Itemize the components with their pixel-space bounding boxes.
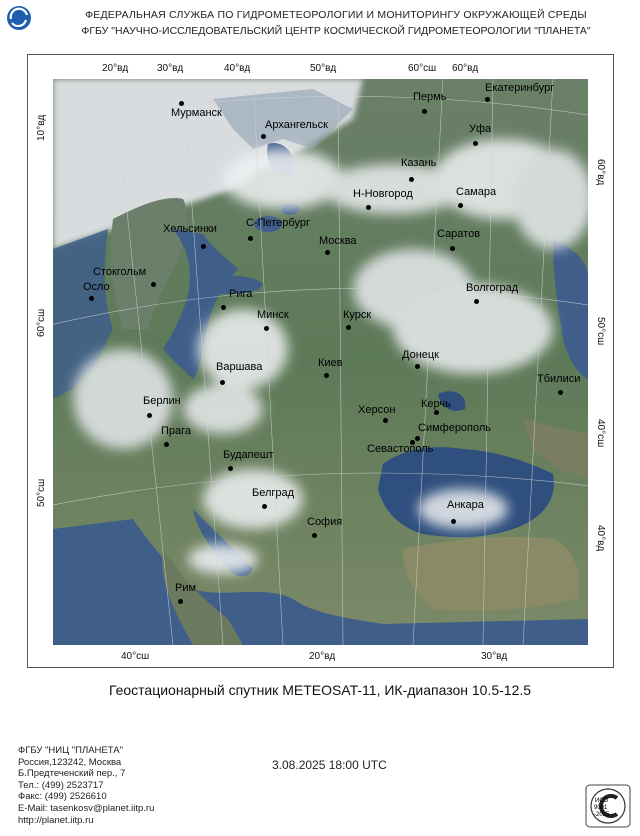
- footer-line: Тел.: (499) 2523717: [18, 779, 104, 791]
- city-label: С-Петербург: [246, 217, 310, 229]
- city-label: Керчь: [421, 398, 451, 410]
- city-marker: [89, 296, 94, 301]
- iso-certificate-icon: [585, 784, 631, 828]
- grid-label: 30°вд: [157, 63, 184, 74]
- footer-line[interactable]: http://planet.iitp.ru: [18, 814, 94, 826]
- grid-label: 60°вд: [595, 159, 606, 186]
- satellite-map: [53, 79, 588, 645]
- city-label: Архангельск: [265, 119, 328, 131]
- city-marker: [415, 436, 420, 441]
- city-label: Казань: [401, 157, 437, 169]
- city-marker: [201, 244, 206, 249]
- grid-label: 60°вд: [452, 63, 479, 74]
- grid-label: 40°сш: [595, 419, 606, 448]
- city-label: Мурманск: [171, 107, 222, 119]
- city-marker: [324, 373, 329, 378]
- grid-label: 30°вд: [481, 651, 508, 662]
- city-label: Белград: [252, 487, 295, 499]
- city-label: Рим: [175, 582, 197, 594]
- city-marker: [409, 177, 414, 182]
- city-marker: [473, 141, 478, 146]
- city-marker: [262, 504, 267, 509]
- city-marker: [451, 519, 456, 524]
- city-label: Варшава: [216, 361, 263, 373]
- grid-label: 60°сш: [408, 63, 437, 74]
- grid-label: 50°сш: [595, 317, 606, 346]
- iso-text: 9001: [594, 805, 608, 811]
- city-marker: [147, 413, 152, 418]
- city-marker: [264, 326, 269, 331]
- city-marker: [261, 134, 266, 139]
- city-marker: [221, 305, 226, 310]
- grid-label: 60°сш: [36, 308, 47, 337]
- footer-line: Россия,123242, Москва: [18, 756, 122, 768]
- map-frame: [27, 54, 614, 668]
- city-marker: [179, 101, 184, 106]
- city-marker: [325, 250, 330, 255]
- city-label: Самара: [456, 186, 497, 198]
- footer-line: Б.Предтеченский пер., 7: [18, 768, 126, 780]
- iso-text: ИСО: [595, 798, 609, 804]
- footer-line: Факс: (499) 2526610: [18, 791, 107, 803]
- grid-label: 50°сш: [36, 478, 47, 507]
- grid-label: 40°вд: [224, 63, 251, 74]
- image-caption: Геостационарный спутник METEOSAT-11, ИК-диапазон 10.5-12.5: [108, 682, 532, 698]
- city-marker: [422, 109, 427, 114]
- city-marker: [415, 364, 420, 369]
- header-center: ФГБУ "НАУЧНО-ИССЛЕДОВАТЕЛЬСКИЙ ЦЕНТР КОСМИЧЕСКОЙ ГИДРОМЕТЕОРОЛОГИИ "ПЛАНЕТА": [81, 25, 591, 37]
- city-marker: [220, 380, 225, 385]
- city-label: Киев: [318, 357, 343, 369]
- city-marker: [164, 442, 169, 447]
- footer-line[interactable]: E-Mail: tasenkosv@planet.iitp.ru: [18, 802, 155, 814]
- city-label: Хельсинки: [163, 223, 217, 235]
- grid-label: 50°вд: [310, 63, 337, 74]
- city-label: Тбилиси: [537, 373, 581, 385]
- city-label: Н-Новгород: [353, 188, 413, 200]
- city-marker: [474, 299, 479, 304]
- grid-label: 20°вд: [309, 651, 336, 662]
- city-label: Пермь: [413, 91, 447, 103]
- city-marker: [485, 97, 490, 102]
- city-marker: [383, 418, 388, 423]
- iso-text: -2015: [594, 812, 610, 818]
- grid-label: 20°вд: [102, 63, 129, 74]
- city-marker: [178, 599, 183, 604]
- city-marker: [450, 246, 455, 251]
- city-label: Екатеринбург: [485, 82, 555, 94]
- city-label: София: [307, 516, 343, 528]
- city-label: Волгоград: [466, 282, 519, 294]
- grid-label: 10°вд: [36, 114, 47, 141]
- grid-label: 40°вд: [595, 525, 606, 552]
- city-label: Симферополь: [418, 422, 492, 434]
- city-label: Осло: [83, 281, 110, 293]
- city-label: Саратов: [437, 228, 481, 240]
- city-label: Берлин: [143, 395, 181, 407]
- city-marker: [151, 282, 156, 287]
- city-marker: [366, 205, 371, 210]
- city-label: Минск: [257, 309, 289, 321]
- city-label: Стокгольм: [93, 266, 147, 278]
- header-agency: ФЕДЕРАЛЬНАЯ СЛУЖБА ПО ГИДРОМЕТЕОРОЛОГИИ И МОНИТОРИНГУ ОКРУЖАЮЩЕЙ СРЕДЫ: [85, 9, 587, 21]
- city-label: Москва: [319, 235, 357, 247]
- city-label: Курск: [343, 309, 372, 321]
- city-marker: [228, 466, 233, 471]
- city-label: Донецк: [402, 349, 439, 361]
- planeta-logo: [6, 5, 32, 31]
- contact-info: [18, 745, 154, 826]
- city-label: Севастополь: [367, 443, 434, 455]
- city-marker: [248, 236, 253, 241]
- footer-line: ФГБУ "НИЦ "ПЛАНЕТА": [18, 745, 123, 756]
- city-marker: [346, 325, 351, 330]
- city-marker: [458, 203, 463, 208]
- city-marker: [434, 410, 439, 415]
- city-label: Будапешт: [223, 449, 274, 461]
- city-label: Анкара: [447, 499, 484, 511]
- grid-label: 40°сш: [121, 651, 150, 662]
- city-label: Херсон: [358, 404, 396, 416]
- city-marker: [558, 390, 563, 395]
- city-label: Прага: [161, 425, 192, 437]
- city-marker: [312, 533, 317, 538]
- city-label: Уфа: [469, 123, 492, 135]
- observation-datetime: 3.08.2025 18:00 UTC: [272, 758, 387, 772]
- city-label: Рига: [229, 288, 253, 300]
